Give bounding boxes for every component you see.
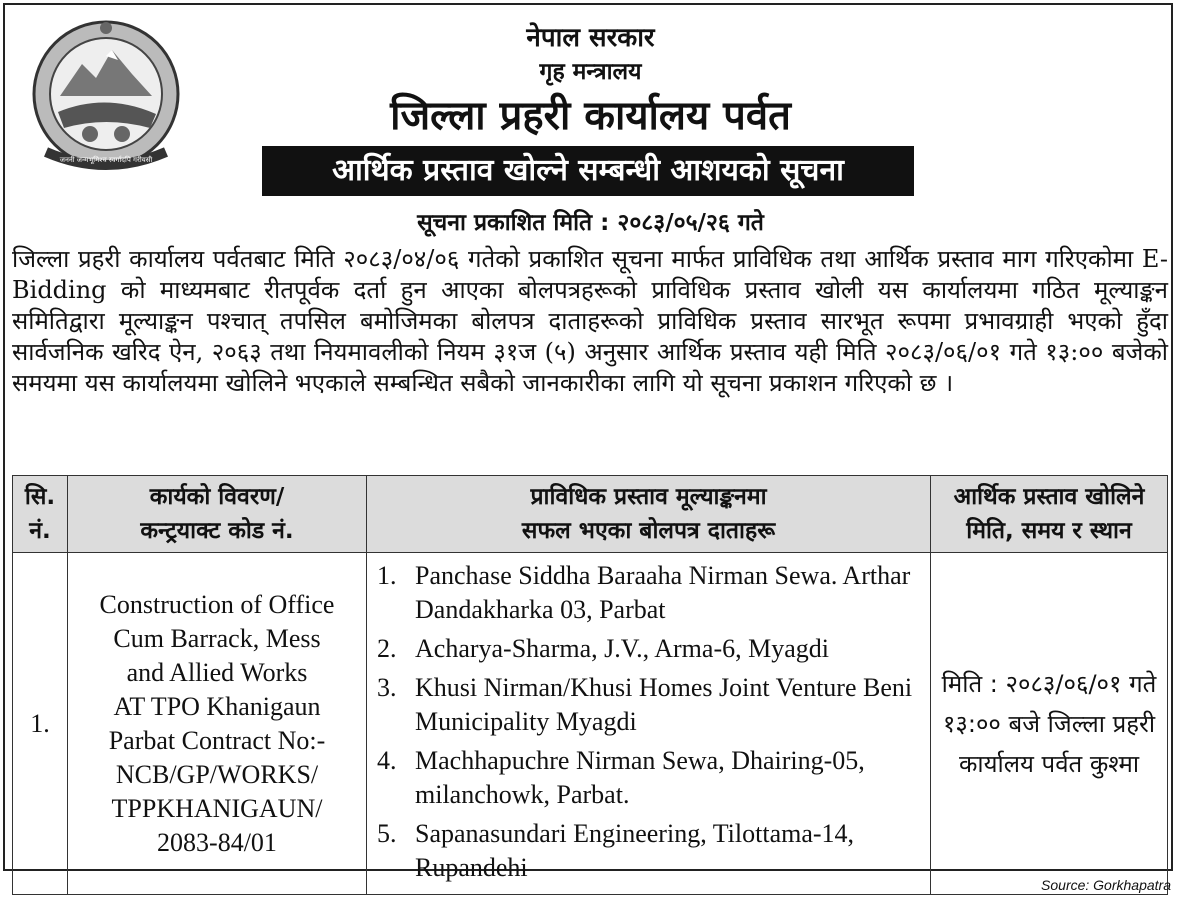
published-date: सूचना प्रकाशित मिति : २०८३/०५/२६ गते <box>417 210 764 236</box>
office-name: जिल्ला प्रहरी कार्यालय पर्वत <box>390 93 791 139</box>
bidders-table <box>12 475 1168 895</box>
emblem-motto: जननी जन्मभूमिश्च स्वर्गादपि गरीयसी <box>59 156 153 164</box>
bidders-list <box>367 553 931 895</box>
work-description: Construction of Office Cum Barrack, Mess and Allied Works AT TPO Khanigaun Parbat Contract No:- NCB/GP/WORKS/ TPPKHANIGAUN/ 2083-84/01 <box>68 553 367 895</box>
list-item: 3. Khusi Nirman/Khusi Homes Joint Venture Beni Municipality Myagdi <box>377 673 913 736</box>
table-header-row <box>13 476 1168 553</box>
list-item: 1. Panchase Siddha Baraaha Nirman Sewa. Arthar Dandakharka 03, Parbat <box>377 561 911 624</box>
header-serial: सि. नं. <box>13 476 68 553</box>
serial-number: 1. <box>13 553 68 895</box>
table-row <box>13 553 1168 895</box>
list-item: 2. Acharya-Sharma, J.V., Arma-6, Myagdi <box>377 634 829 663</box>
header-work-description: कार्यको विवरण/ कन्ट्रयाक्ट कोड नं. <box>68 476 367 553</box>
source-credit: Source: Gorkhapatra <box>1041 877 1171 893</box>
header-successful-bidders: प्राविधिक प्रस्ताव मूल्याङ्कनमा सफल भएका बोलपत्र दाताहरू <box>367 476 931 553</box>
list-item: 5. Sapanasundari Engineering, Tilottama-14, Rupandehi <box>377 819 855 882</box>
ministry-name: गृह मन्त्रालय <box>539 59 642 85</box>
notice-body: जिल्ला प्रहरी कार्यालय पर्वतबाट मिति २०८३/०४/०६ गतेको प्रकाशित सूचना मार्फत प्राविधिक तथा आर्थिक प्रस्ताव माग गरिएकोमा E-Bidding को माध्यमबाट रीतपूर्वक दर्ता हुन आएका बोलपत्रहरूको प्राविधिक प्रस्ताव खोली यस कार्यालयमा गठित मूल्याङ्कन समितिद्वारा मूल्याङ्कन पश्चात् तपसिल बमोजिमका बोलपत्र दाताहरूको प्राविधिक प्रस्ताव सारभूत रूपमा प्रभावग्राही भएको हुँदा सार्वजनिक खरिद ऐन, २०६३ तथा नियमावलीको नियम ३१ज (५) अनुसार आर्थिक प्रस्ताव यही मिति २०८३/०६/०१ गते १३:०० बजेको समयमा यस कार्यालयमा खोलिने भएकाले सम्बन्धित सबैको जानकारीका लागि यो सूचना प्रकाशन गरिएको छ । <box>12 245 1168 397</box>
opening-details: मिति : २०८३/०६/०१ गते १३:०० बजे जिल्ला प्रहरी कार्यालय पर्वत कुश्मा <box>931 553 1168 895</box>
government-name: नेपाल सरकार <box>526 23 655 53</box>
notice-title: आर्थिक प्रस्ताव खोल्ने सम्बन्धी आशयको सूचना <box>262 146 914 196</box>
header-opening-details: आर्थिक प्रस्ताव खोलिने मिति, समय र स्थान <box>931 476 1168 553</box>
list-item: 4. Machhapuchre Nirman Sewa, Dhairing-05, milanchowk, Parbat. <box>377 746 865 809</box>
